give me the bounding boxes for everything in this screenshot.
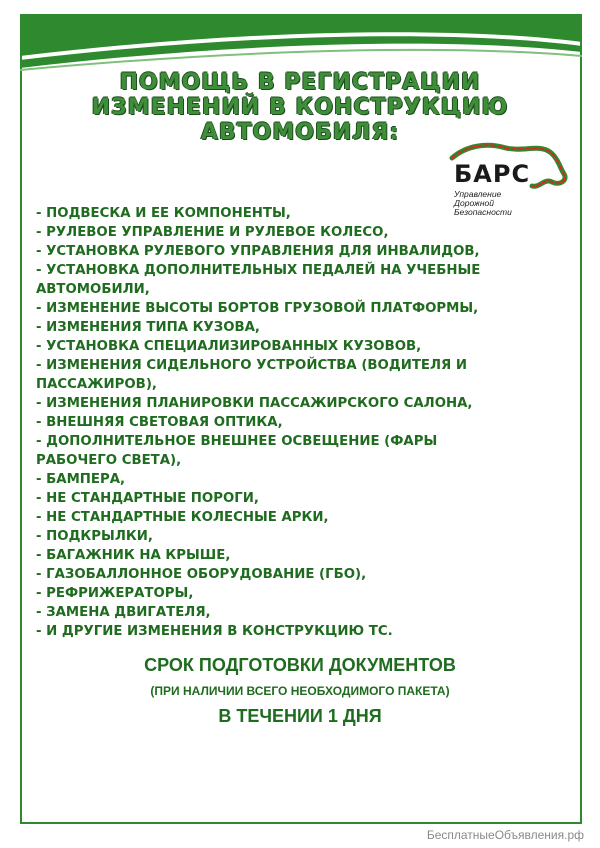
footer-deadline-value: В ТЕЧЕНИИ 1 ДНЯ	[218, 706, 382, 726]
list-item: - ИЗМЕНЕНИЕ ВЫСОТЫ БОРТОВ ГРУЗОВОЙ ПЛАТФОРМЫ,	[36, 301, 479, 316]
list-item: - РУЛЕВОЕ УПРАВЛЕНИЕ И РУЛЕВОЕ КОЛЕСО,	[36, 225, 389, 240]
logo-subtitle-line: Безопасности	[454, 207, 512, 217]
list-item: - НЕ СТАНДАРТНЫЕ ПОРОГИ,	[36, 491, 259, 506]
list-item: - БАГАЖНИК НА КРЫШЕ,	[36, 548, 231, 563]
list-item: - ИЗМЕНЕНИЯ ПЛАНИРОВКИ ПАССАЖИРСКОГО САЛОНА,	[36, 396, 473, 411]
logo-subtitle-line: Управление	[454, 189, 502, 199]
logo-name: БАРС	[454, 160, 531, 188]
list-item: ПАССАЖИРОВ),	[36, 377, 157, 392]
list-item: РАБОЧЕГО СВЕТА),	[36, 453, 182, 468]
list-item: - ВНЕШНЯЯ СВЕТОВАЯ ОПТИКА,	[36, 415, 283, 430]
list-item: - ЗАМЕНА ДВИГАТЕЛЯ,	[36, 605, 211, 620]
list-item: - УСТАНОВКА СПЕЦИАЛИЗИРОВАННЫХ КУЗОВОВ,	[36, 339, 422, 354]
list-item: - ИЗМЕНЕНИЯ ТИПА КУЗОВА,	[36, 320, 260, 335]
title-line: ПОМОЩЬ В РЕГИСТРАЦИИ	[119, 70, 481, 95]
footer-deadline-title: СРОК ПОДГОТОВКИ ДОКУМЕНТОВ	[144, 655, 456, 675]
list-item: АВТОМОБИЛИ,	[36, 282, 150, 297]
list-item: - ДОПОЛНИТЕЛЬНОЕ ВНЕШНЕЕ ОСВЕЩЕНИЕ (ФАРЫ	[36, 434, 438, 449]
list-item: - УСТАНОВКА ДОПОЛНИТЕЛЬНЫХ ПЕДАЛЕЙ НА УЧЕБНЫЕ	[36, 263, 481, 278]
list-item: - УСТАНОВКА РУЛЕВОГО УПРАВЛЕНИЯ ДЛЯ ИНВАЛИДОВ,	[36, 244, 480, 259]
title-line: АВТОМОБИЛЯ:	[200, 120, 400, 145]
footer-deadline-note: (ПРИ НАЛИЧИИ ВСЕГО НЕОБХОДИМОГО ПАКЕТА)	[150, 684, 450, 698]
list-item: - НЕ СТАНДАРТНЫЕ КОЛЕСНЫЕ АРКИ,	[36, 510, 329, 525]
logo-subtitle-line: Дорожной	[454, 198, 494, 208]
list-item: - БАМПЕРА,	[36, 472, 126, 487]
list-item: - ГАЗОБАЛЛОННОЕ ОБОРУДОВАНИЕ (ГБО),	[36, 567, 367, 582]
list-item: - ПОДКРЫЛКИ,	[36, 529, 153, 544]
services-list	[36, 204, 566, 641]
page-title	[40, 70, 560, 145]
list-item: - ИЗМЕНЕНИЯ СИДЕЛЬНОГО УСТРОЙСТВА (ВОДИТЕЛЯ И	[36, 358, 468, 373]
title-line: ИЗМЕНЕНИЙ В КОНСТРУКЦИЮ	[91, 95, 509, 120]
list-item: - ПОДВЕСКА И ЕЕ КОМПОНЕНТЫ,	[36, 206, 291, 221]
list-item: - РЕФРИЖЕРАТОРЫ,	[36, 586, 194, 601]
list-item: - И ДРУГИЕ ИЗМЕНЕНИЯ В КОНСТРУКЦИЮ ТС.	[36, 624, 393, 639]
site-watermark: БесплатныеОбъявления.рф	[426, 828, 584, 842]
header-swoosh	[20, 14, 582, 74]
